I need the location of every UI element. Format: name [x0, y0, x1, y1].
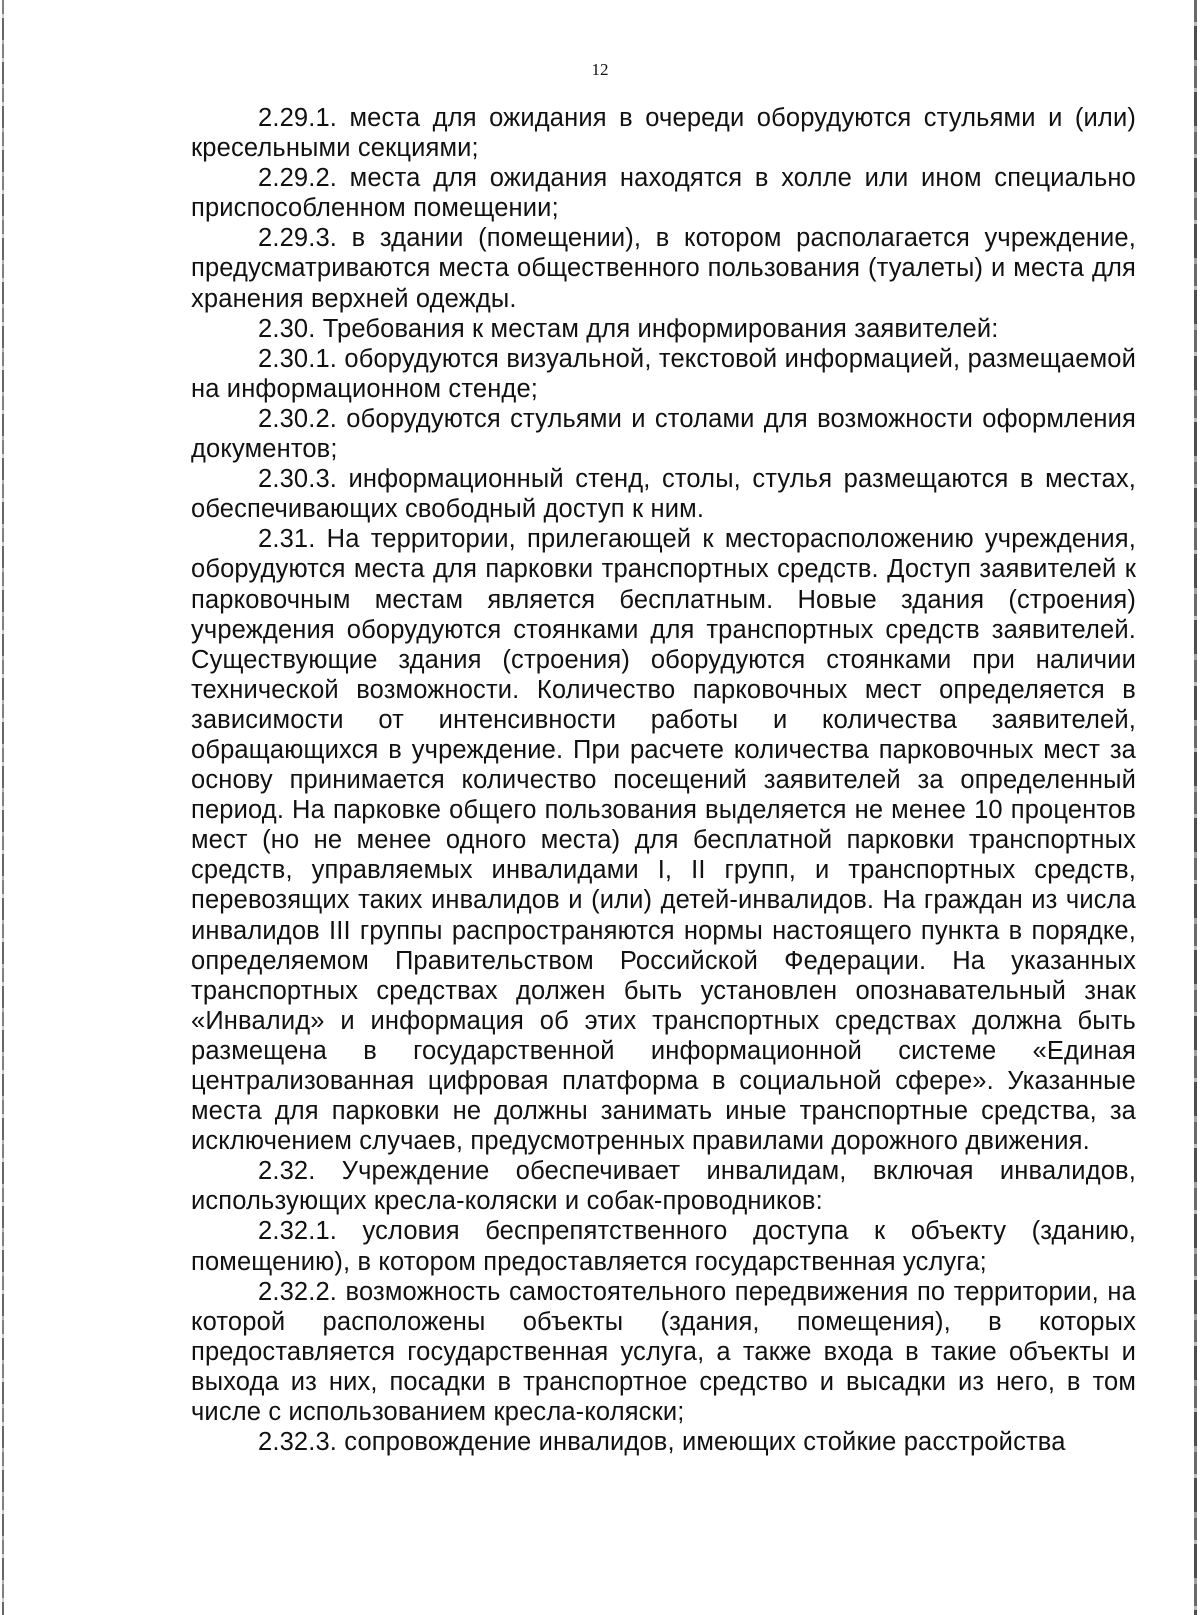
paragraph-2-32-2: 2.32.2. возможность самостоятельного передвижения по территории, на которой расположены объекты (здания, помещения), в которых предоставляется государственная услуга, а также входа в такие объекты и выхода из них, посадки в транспортное средство и высадки из него, в том числе с использованием кресла-коляски;: [191, 1277, 1136, 1427]
paragraph-2-32-3: 2.32.3. сопровождение инвалидов, имеющих стойкие расстройства: [258, 1428, 1066, 1457]
paragraph-2-30-1: 2.30.1. оборудуются визуальной, текстовой информацией, размещаемой на информационном стенде;: [191, 344, 1136, 403]
paragraph-2-32: 2.32. Учреждение обеспечивает инвалидам, включая инвалидов, использующих кресла-коляски и собак-проводников:: [191, 1157, 1136, 1216]
paragraph-2-32-1: 2.32.1. условия беспрепятственного доступа к объекту (зданию, помещению), в котором предоставляется государственная услуга;: [191, 1217, 1136, 1276]
page-number: 12: [591, 60, 609, 79]
document-body: [191, 103, 1136, 1457]
paragraph-2-30-3: 2.30.3. информационный стенд, столы, стулья размещаются в местах, обеспечивающих свободный доступ к ним.: [191, 465, 1136, 524]
paragraph-2-30: 2.30. Требования к местам для информирования заявителей:: [258, 314, 999, 343]
scan-edge-left: [2, 0, 4, 1615]
paragraph-2-31: 2.31. На территории, прилегающей к месторасположению учреждения, оборудуются места для парковки транспортных средств. Доступ заявителей к парковочным местам является бесплатным. Новые здания (строения) учреждения оборудуются стоянками для транспортных средств заявителей. Существующие здания (строения) оборудуются стоянками при наличии технической возможности. Количество парковочных мест определяется в зависимости от интенсивности работы и количества заявителей, обращающихся в учреждение. При расчете количества парковочных мест за основу принимается количество посещений заявителей за определенный период. На парковке общего пользования выделяется не менее 10 процентов мест (но не менее одного места) для бесплатной парковки транспортных средств, управляемых инвалидами I, II групп, и транспортных средств, перевозящих таких инвалидов и (или) детей-инвалидов. На граждан из числа инвалидов III группы распространяются нормы настоящего пункта в порядке, определяемом Правительством Российской Федерации. На указанных транспортных средствах должен быть установлен опознавательный знак «Инвалид» и информация об этих транспортных средствах должна быть размещена в государственной информационной системе «Единая централизованная цифровая платформа в социальной сфере». Указанные места для парковки не должны занимать иные транспортные средства, за исключением случаев, предусмотренных правилами дорожного движения.: [191, 525, 1136, 1156]
paragraph-2-29-3: 2.29.3. в здании (помещении), в котором располагается учреждение, предусматриваются места общественного пользования (туалеты) и места для хранения верхней одежды.: [191, 224, 1136, 313]
paragraph-2-29-1: 2.29.1. места для ожидания в очереди оборудуются стульями и (или) кресельными секциями;: [191, 104, 1136, 163]
paragraph-2-30-2: 2.30.2. оборудуются стульями и столами для возможности оформления документов;: [191, 404, 1136, 464]
scan-edge-right: [1194, 0, 1197, 1615]
paragraph-2-29-2: 2.29.2. места для ожидания находятся в холле или ином специально приспособленном помещении;: [191, 164, 1136, 223]
